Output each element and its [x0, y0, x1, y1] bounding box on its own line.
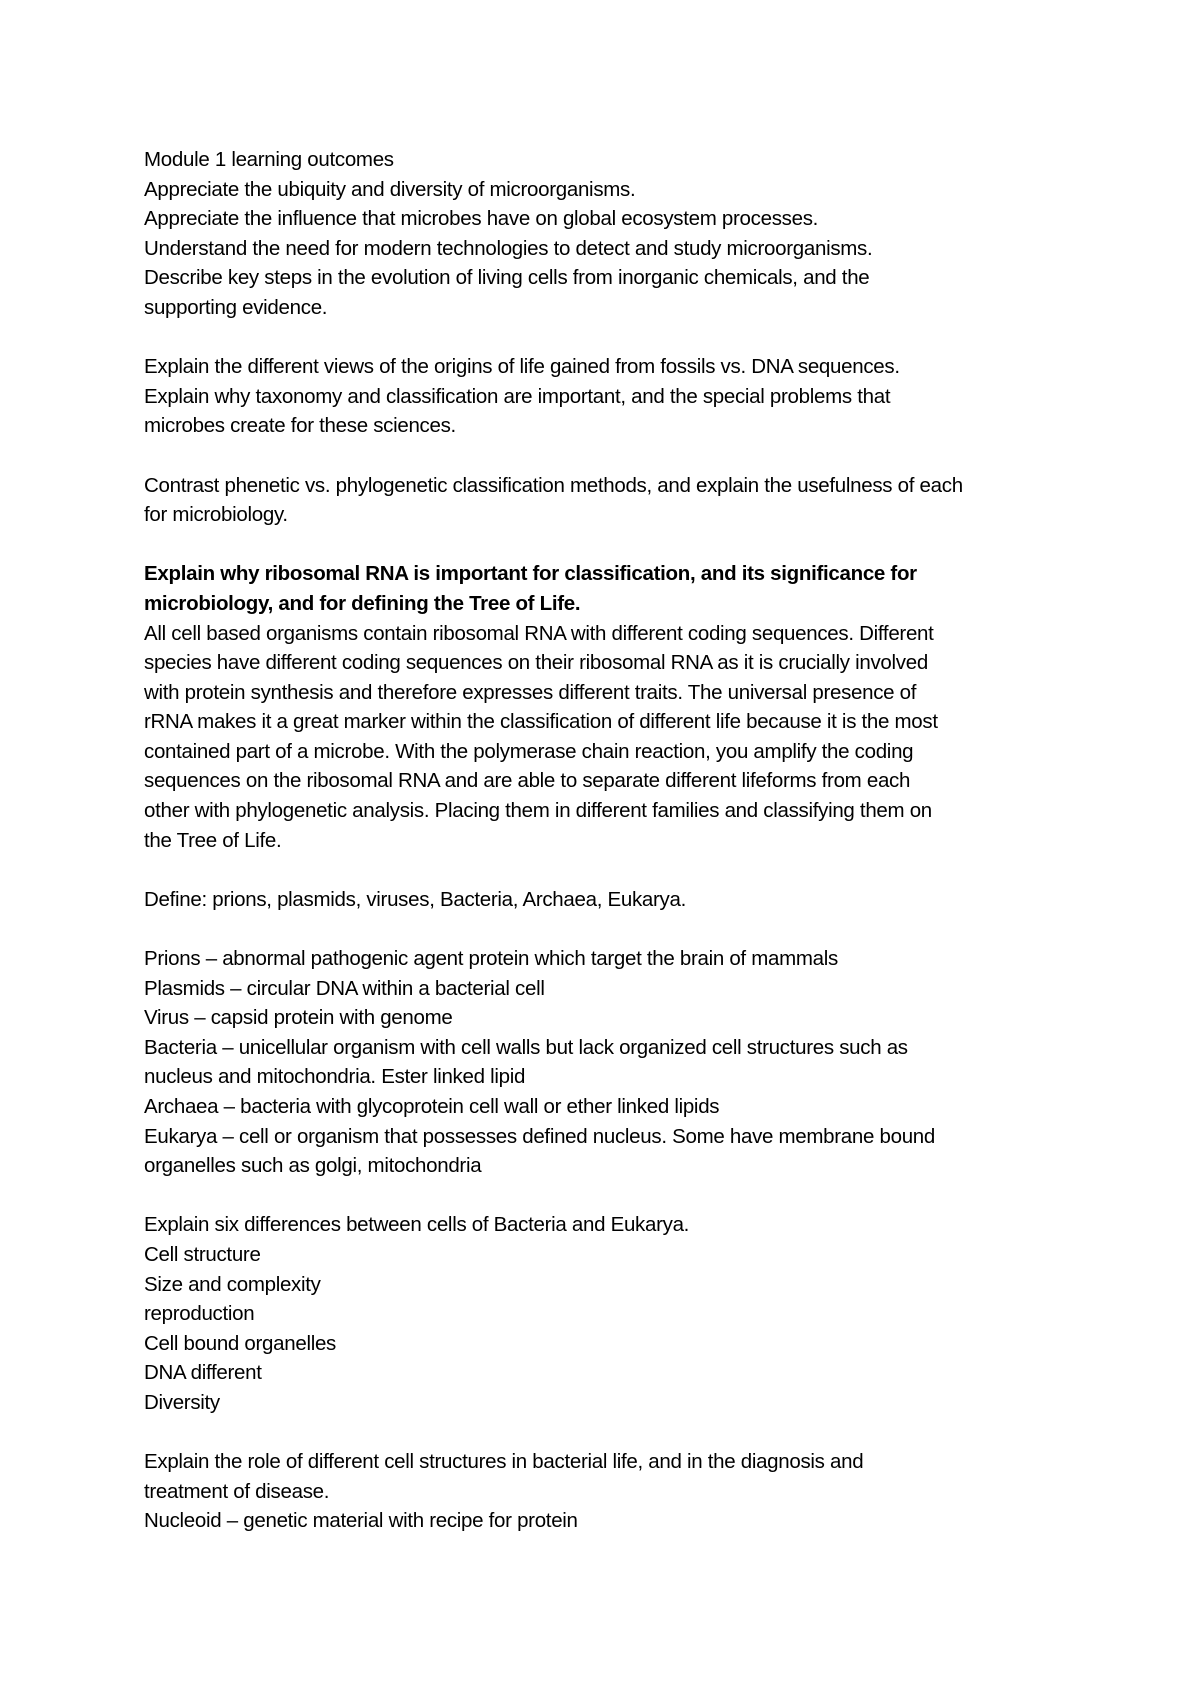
structures-prompt: Explain the role of different cell structures in bacterial life, and in the diagnosis and: [144, 1450, 864, 1474]
define-prompt: Define: prions, plasmids, viruses, Bacteria, Archaea, Eukarya.: [144, 887, 686, 911]
rrna-body-line: All cell based organisms contain ribosomal RNA with different coding sequences. Different: [144, 621, 934, 645]
difference-item: Diversity: [144, 1390, 220, 1414]
outcome-line: Explain why taxonomy and classification are important, and the special problems that: [144, 384, 891, 408]
rrna-body-line: sequences on the ribosomal RNA and are able to separate different lifeforms from each: [144, 769, 911, 793]
differences-prompt: Explain six differences between cells of Bacteria and Eukarya.: [144, 1213, 690, 1237]
outcome-line: Appreciate the influence that microbes have on global ecosystem processes.: [144, 207, 819, 231]
definition-line: organelles such as golgi, mitochondria: [144, 1154, 482, 1178]
rrna-heading: microbiology, and for defining the Tree of Life.: [144, 591, 581, 615]
definition-line: Archaea – bacteria with glycoprotein cell wall or ether linked lipids: [144, 1095, 720, 1118]
outcome-line: Appreciate the ubiquity and diversity of microorganisms.: [144, 177, 636, 201]
paragraph-gap: [144, 530, 1084, 560]
definition-line: Bacteria – unicellular organism with cell walls but lack organized cell structures such as: [144, 1035, 908, 1059]
rrna-body-line: contained part of a microbe. With the polymerase chain reaction, you amplify the coding: [144, 739, 914, 763]
outcome-line: Understand the need for modern technologies to detect and study microorganisms.: [144, 236, 873, 260]
paragraph-gap: [144, 441, 1084, 471]
definition-line: Prions – abnormal pathogenic agent protein which target the brain of mammals: [144, 947, 838, 971]
definition-line: Eukarya – cell or organism that possesses defined nucleus. Some have membrane bound: [144, 1124, 936, 1148]
outcome-line: Explain the different views of the origins of life gained from fossils vs. DNA sequences.: [144, 355, 900, 379]
outcome-line: Describe key steps in the evolution of living cells from inorganic chemicals, and the: [144, 266, 870, 290]
paragraph-gap: [144, 1181, 1084, 1211]
document-page: [144, 145, 1084, 1536]
difference-item: Size and complexity: [144, 1272, 321, 1296]
paragraph-gap: [144, 914, 1084, 944]
definition-line: Plasmids – circular DNA within a bacterial cell: [144, 976, 545, 1000]
rrna-heading: Explain why ribosomal RNA is important for classification, and its significance for: [144, 562, 917, 586]
rrna-body-line: rRNA makes it a great marker within the classification of different life because it is the most: [144, 710, 938, 734]
outcome-line: supporting evidence.: [144, 295, 328, 319]
structures-prompt: treatment of disease.: [144, 1479, 330, 1503]
difference-item: Cell structure: [144, 1242, 261, 1266]
paragraph-gap: [144, 855, 1084, 885]
rrna-body-line: other with phylogenetic analysis. Placing them in different families and classifying them on: [144, 799, 932, 823]
rrna-body-line: species have different coding sequences on their ribosomal RNA as it is crucially involved: [144, 651, 928, 675]
outcome-line: microbes create for these sciences.: [144, 414, 456, 438]
difference-item: reproduction: [144, 1302, 255, 1326]
rrna-body-line: with protein synthesis and therefore expresses different traits. The universal presence of: [144, 680, 917, 704]
rrna-body-line: the Tree of Life.: [144, 828, 282, 852]
difference-item: DNA different: [144, 1361, 262, 1385]
definition-line: nucleus and mitochondria. Ester linked lipid: [144, 1065, 526, 1089]
difference-item: Cell bound organelles: [144, 1331, 337, 1355]
definition-line: Virus – capsid protein with genome: [144, 1006, 453, 1030]
outcome-line: for microbiology.: [144, 503, 288, 527]
structure-item: Nucleoid – genetic material with recipe for protein: [144, 1509, 578, 1533]
paragraph-gap: [144, 323, 1084, 353]
document-title: Module 1 learning outcomes: [144, 148, 394, 171]
outcome-line: Contrast phenetic vs. phylogenetic classification methods, and explain the usefulness of each: [144, 473, 963, 497]
paragraph-gap: [144, 1418, 1084, 1448]
